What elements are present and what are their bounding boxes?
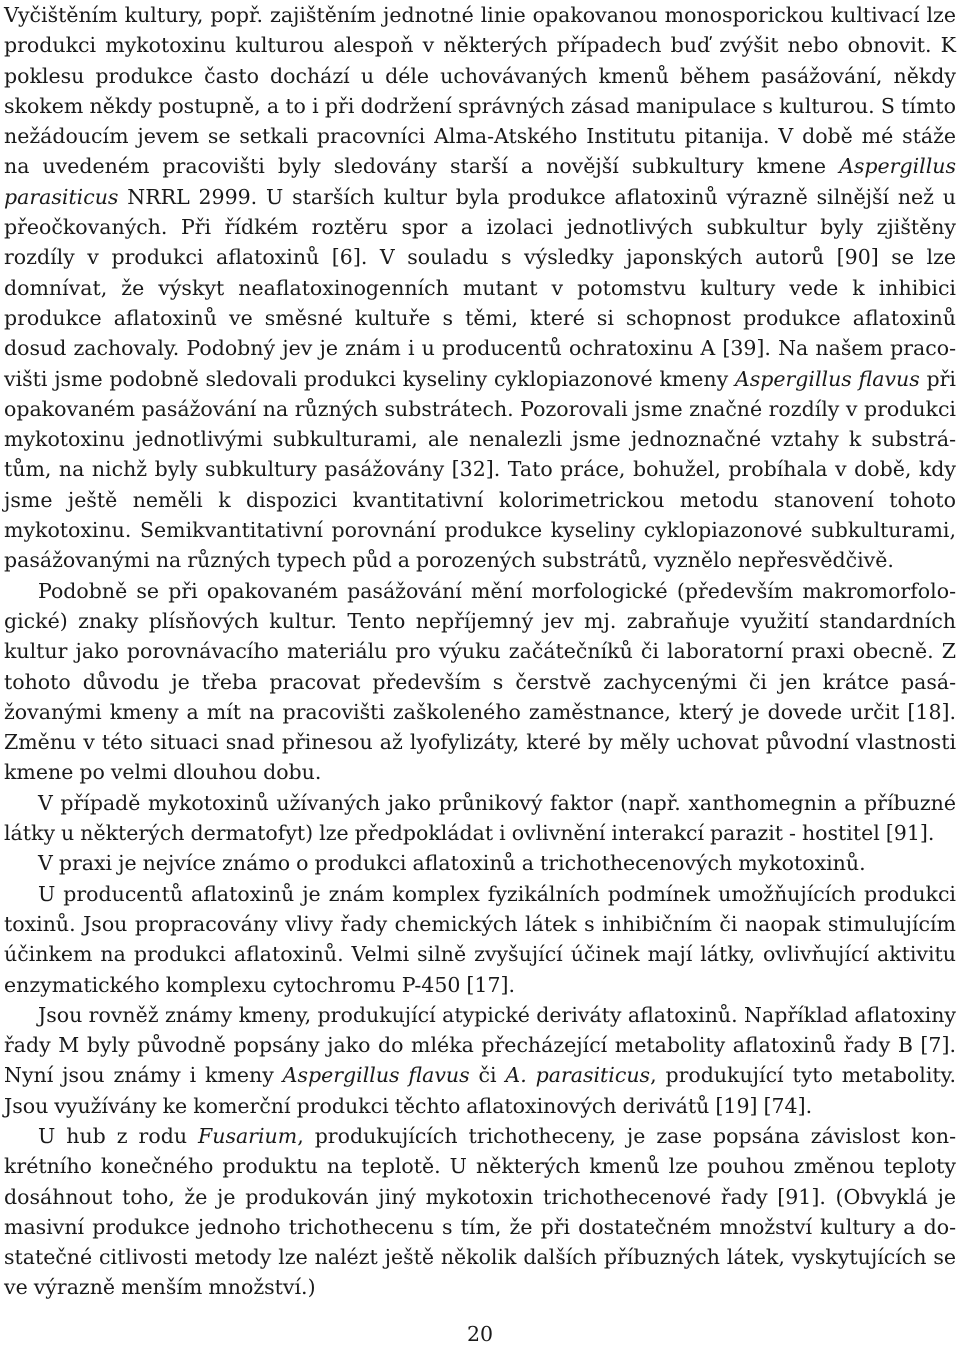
text-run: U producentů aflatoxinů je znám komplex fyzikálních podmínek umožňujících produkci toxinů. Jsou propracovány vlivy řady chemických látek s inhibičním či naopak stimulujícím účinkem na produkci aflatoxinů. Velmi silně zvyšující účinek mají látky, ovlivňující aktivitu enzymatického komplexu cytochromu P-450 [17]. <box>4 881 956 997</box>
paragraph <box>4 576 956 788</box>
italic-term: Fusarium <box>198 1123 298 1148</box>
text-run: V případě mykotoxinů užívaných jako průnikový faktor (např. xanthomegnin a příbuzné látky u některých dermatofyt) lze předpokládat i ovlivnění interakcí parazit - hostitel [91]. <box>4 790 956 846</box>
paragraph <box>4 1121 956 1303</box>
text-run: při opakovaném pasážování na různých substrátech. Pozorovali jsme značné rozdíly v produkci mykotoxinu jednotlivými subkulturami, ale nenalezli jsme jednoznačné vztahy k substrátům, na nichž byly subkultury pasážovány [32]. Tato práce, bohužel, probíhala v době, kdy jsme ještě neměli k dispozici kvantitativní kolorimetrickou metodu stanovení tohoto mykotoxinu. Semikvantitativní porovnání produkce kyseliny cyklopiazonové subkulturami, pasážovanými na různých typech půd a porozených substrátů, vyznělo nepřesvědčivě. <box>4 366 956 573</box>
text-run: či <box>469 1063 506 1088</box>
italic-term: Aspergillus flavus <box>734 366 920 391</box>
text-run: , produkující tyto metabolity. Jsou využívány ke komerční produkci těchto aflatoxinových derivátů [19] [74]. <box>4 1063 956 1118</box>
italic-term: Aspergillus parasiticus <box>4 154 956 209</box>
text-run: , produkujících trichotheceny, je zase popsána závislost konkrétního konečného produktu na teplotě. U některých kmenů lze pouhou změnou teploty dosáhnout toho, že je produkován jiný mykotoxin trichothecenové řady [91]. (Obvyklá je masivní produkce jednoho trichothecenu s tím, že při dostatečném množství kultury a dostatečné citlivosti metody lze nalézt ještě několik dalších příbuzných látek, vyskytujících se ve výrazně menším množství.) <box>4 1123 956 1300</box>
body-text <box>4 0 956 1303</box>
document-page <box>4 0 956 1303</box>
text-run: NRRL 2999. U starších kultur byla produkce aflatoxinů výrazně silnější než u přeočkovaných. Při řídkém roztěru spor a izolaci jednotlivých subkultur byly zjištěny rozdíly v produkci aflatoxinů [6]. V souladu s výsledky japonských autorů [90] se lze domnívat, že výskyt neaflatoxinogenních mutant v potomstvu kultury vede k inhibici produkce aflatoxinů ve směsné kultuře s těmi, které si schopnost produkce aflatoxinů dosud zachovaly. Podobný jev je znám i u producentů ochratoxinu A [39]. Na našem pracovišti jsme podobně sledovali produkci kyseliny cyklopiazonové kmeny <box>4 184 956 391</box>
italic-term: Aspergillus flavus <box>282 1063 470 1088</box>
paragraph <box>4 879 956 1000</box>
paragraph <box>4 788 956 849</box>
text-run: Jsou rovněž známy kmeny, produkující atypické deriváty aflatoxinů. Například aflatoxiny řady M byly původně popsány jako do mléka přecházející metabolity aflatoxinů řady B [7]. Nyní jsou známy i kmeny <box>4 1002 956 1088</box>
text-run: Vyčištěním kultury, popř. zajištěním jednotné linie opakovanou monosporickou kultivací lze produkci mykotoxinu kulturou alespoň v některých případech buď zvýšit nebo obnovit. K poklesu produkce často dochází u déle uchovávaných kmenů během pasážování, někdy skokem někdy postupně, a to i při dodržení správných zásad manipulace s kulturou. S tímto nežádoucím jevem se setkali pracovníci Alma-Atského Institutu pitanija. V době mé stáže na uvedeném pracovišti byly sledovány starší a novější subkultury kmene <box>4 3 956 179</box>
text-run: U hub z rodu <box>38 1123 199 1148</box>
paragraph <box>4 848 956 878</box>
text-run: Podobně se při opakovaném pasážování mění morfologické (především makromorfologické) znaky plísňových kultur. Tento nepříjemný jev mj. zabraňuje využití standardních kultur jako porovnávacího materiálu pro výuku začátečníků či laboratorní praxi obecně. Z tohoto důvodu je třeba pracovat především s čerstvě zachycenými či jen krátce pasážovanými kmeny a mít na pracovišti zaškoleného zaměstnance, který je dovede určit [18]. Změnu v této situaci snad přinesou až lyofylizáty, které by měly uchovat původní vlastnosti kmene po velmi dlouhou dobu. <box>4 578 956 785</box>
paragraph <box>4 1000 956 1121</box>
page-number: 20 <box>466 1322 494 1346</box>
paragraph <box>4 0 956 576</box>
italic-term: A. parasiticus <box>505 1063 651 1088</box>
text-run: V praxi je nejvíce známo o produkci aflatoxinů a trichothecenových mykotoxinů. <box>38 851 866 876</box>
